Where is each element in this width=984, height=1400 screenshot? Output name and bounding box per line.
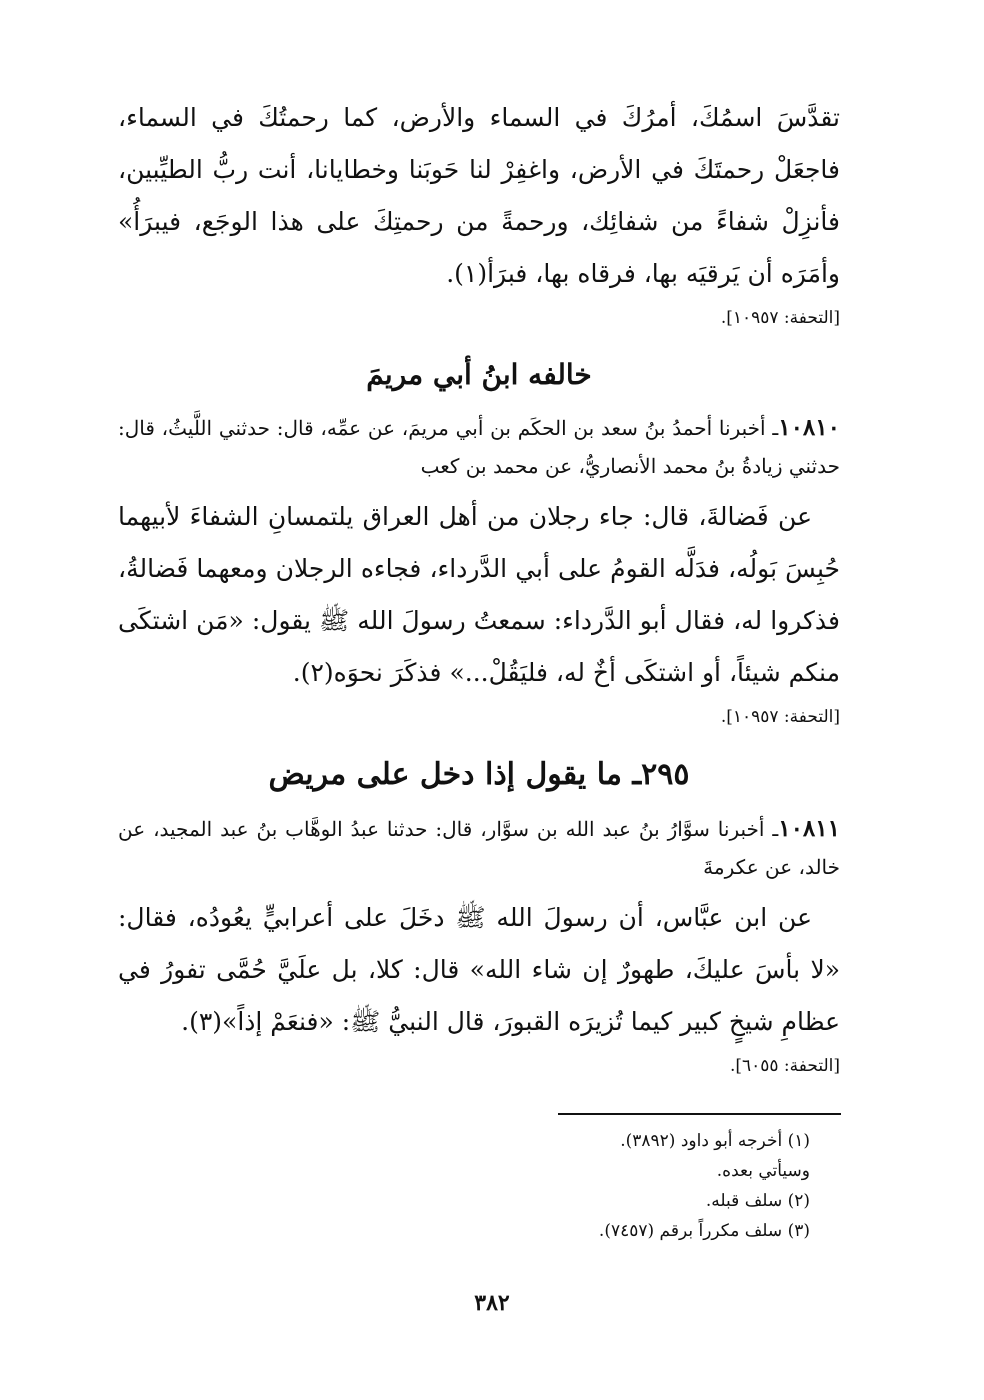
page-body bbox=[118, 92, 840, 1080]
footnote-3: (٣) سلف مكرراً برقم (٧٤٥٧). bbox=[598, 1221, 810, 1241]
hadith-isnad-1-text: ـ أخبرنا أحمدُ بنُ سعد بن الحكَم بن أبي مريمَ، عن عمِّه، قال: حدثني اللَّيثُ، قال: حدثني زيادةُ بنُ محمد الأنصاريُّ، عن محمد بن كعب bbox=[118, 416, 840, 478]
hadith-isnad-1 bbox=[118, 409, 840, 485]
continuation-reference: [التحفة: ١٠٩٥٧]. bbox=[720, 308, 840, 328]
hadith-matn-2: عن ابن عبَّاس، أن رسولَ الله ﷺ دخَلَ على أعرابيٍّ يعُودُه، فقال: «لا بأسَ عليكَ، طهورٌ إن شاء الله» قال: كلا، بل علَيَّ حُمَّى تفورُ في عظامِ شيخٍ كبير كيما تُزيرَه القبورَ، قال النبيُّ ﷺ: «فنعَمْ إذاً»(٣). bbox=[118, 903, 840, 1036]
page-number: ٣٨٢ bbox=[474, 1290, 510, 1316]
hadith-matn-1: عن فَضالةَ، قال: جاء رجلان من أهل العراق يلتمسانِ الشفاءَ لأبيهما حُبِسَ بَولُه، فدَلَّه القومُ على أبي الدَّرداء، فجاءه الرجلان ومعهما فَضالةُ، فذكروا له، فقال أبو الدَّرداء: سمعتُ رسولَ الله ﷺ يقول: «مَن اشتكَى منكم شيئاً، أو اشتكَى أخٌ له، فليَقُلْ...» فذكَرَ نحوَه(٢). bbox=[118, 502, 840, 687]
chapter-heading-295: ٢٩٥ـ ما يقول إذا دخل على مريض bbox=[268, 757, 690, 792]
footnote-1: (١) أخرجه أبو داود (٣٨٩٢). bbox=[620, 1131, 810, 1151]
hadith-number-1: ١٠٨١٠ bbox=[778, 414, 840, 441]
footnote-1-continuation: وسيأتي بعده. bbox=[716, 1161, 810, 1181]
section-heading-1: خالفه ابنُ أبي مريمَ bbox=[366, 358, 592, 391]
footnote-separator bbox=[558, 1113, 841, 1115]
hadith-isnad-2 bbox=[118, 810, 840, 886]
hadith-reference-1: [التحفة: ١٠٩٥٧]. bbox=[720, 707, 840, 727]
continuation-text: تقدَّسَ اسمُكَ، أمرُكَ في السماء والأرض، كما رحمتُكَ في السماء، فاجعَلْ رحمتَكَ في الأرض، واغفِرْ لنا حَوبَنا وخطايانا، أنت ربُّ الطيِّبين، فأنزِلْ شفاءً من شفائِك، ورحمةً من رحمتِكَ على هذا الوجَع، فيبرَأُ» وأمَرَه أن يَرقيَه بها، فرقاه بها، فبرَأ(١). bbox=[118, 103, 841, 288]
footnotes bbox=[480, 1126, 810, 1246]
hadith-number-2: ١٠٨١١ bbox=[778, 815, 840, 842]
hadith-reference-2: [التحفة: ٦٠٥٥]. bbox=[729, 1056, 840, 1076]
footnote-2: (٢) سلف قبله. bbox=[705, 1191, 810, 1211]
hadith-isnad-2-text: ـ أخبرنا سوَّارُ بنُ عبد الله بن سوَّار، قال: حدثنا عبدُ الوهَّاب بنُ عبد المجيد، عن خالد، عن عكرمةَ bbox=[118, 817, 840, 879]
